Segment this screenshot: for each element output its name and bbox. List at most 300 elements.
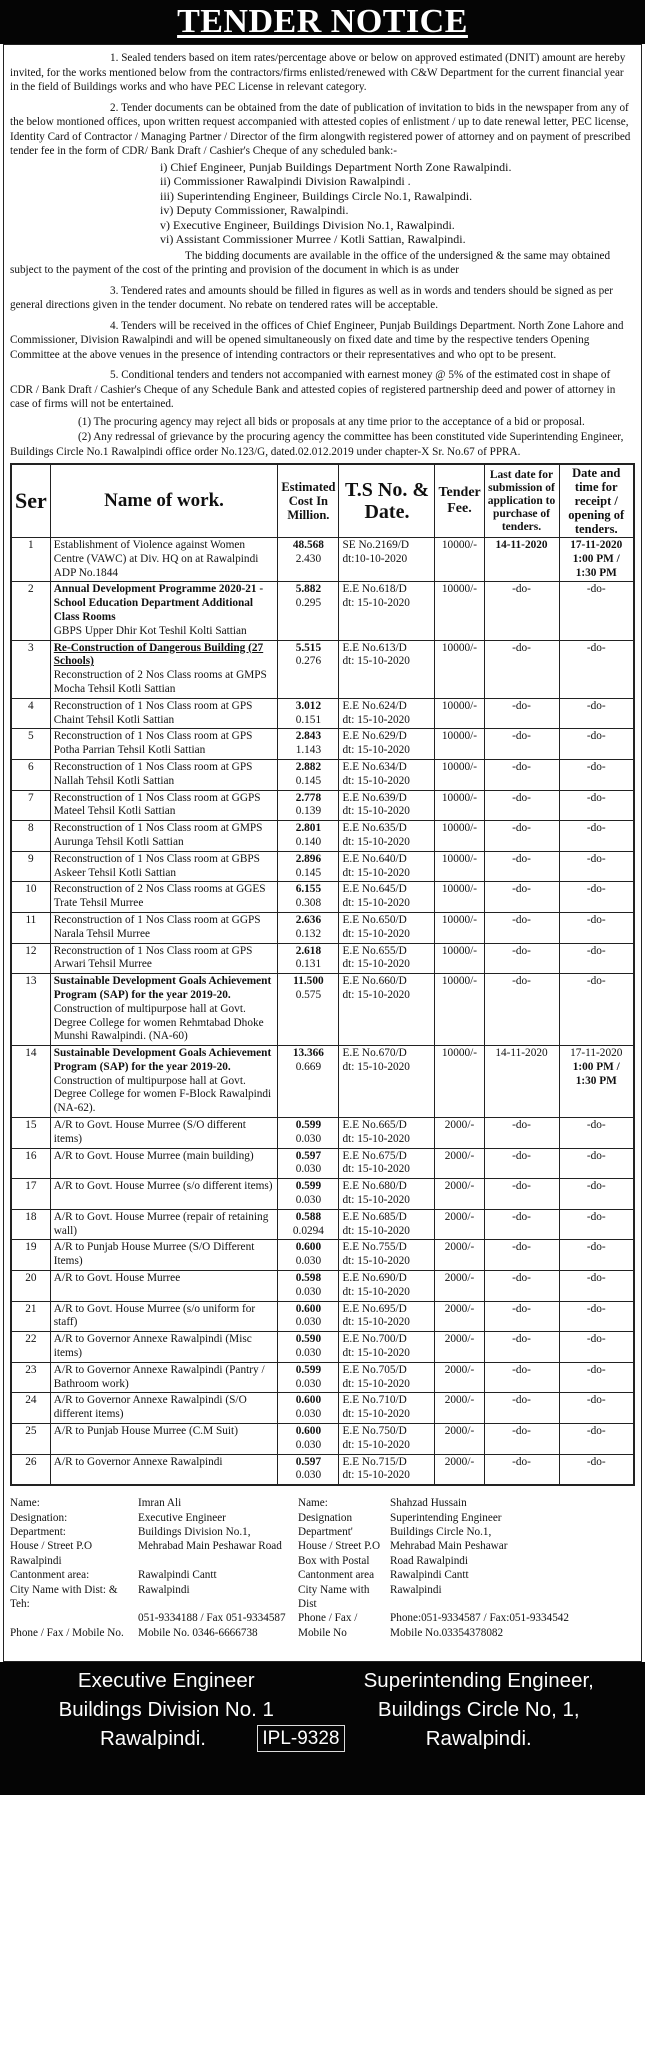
earnest-money-value: 0.030 xyxy=(295,1377,322,1390)
cell-last-date: -do- xyxy=(484,698,559,729)
earnest-money-value: 0.308 xyxy=(295,897,322,910)
earnest-money-value: 0.030 xyxy=(295,1408,322,1421)
cell-last-date: -do- xyxy=(484,1362,559,1393)
note-1 xyxy=(10,415,635,430)
cell-name-of-work xyxy=(50,790,278,821)
cell-last-date: -do- xyxy=(484,943,559,974)
contact-label: Box with Postal xyxy=(298,1554,370,1567)
office-item: ii) Commissioner Rawalpindi Division Rawalpindi . xyxy=(160,174,411,188)
ts-date: dt: 15-10-2020 xyxy=(342,713,410,726)
cell-estimated-cost xyxy=(278,538,339,582)
earnest-money-value: 0.030 xyxy=(295,1347,322,1360)
cell-opening-date: -do- xyxy=(559,882,634,913)
table-row xyxy=(11,1148,634,1179)
cell-ser: 17 xyxy=(11,1179,50,1210)
earnest-money-value: 0.145 xyxy=(295,774,322,787)
signature-line: Buildings Division No. 1 xyxy=(58,1697,274,1721)
work-description-line: Reconstruction of 1 Nos Class room at GBPS Askeer Tehsil Kotli Sattian xyxy=(53,852,260,879)
contact-value: Buildings Circle No.1, xyxy=(390,1526,492,1539)
table-row xyxy=(11,1424,634,1455)
cell-ts-no-date xyxy=(339,1271,435,1302)
paragraph-2 xyxy=(10,101,635,159)
earnest-money-value: 0.145 xyxy=(295,866,322,879)
cell-tender-fee: 2000/- xyxy=(435,1424,484,1455)
ts-number: E.E No.675/D xyxy=(342,1149,407,1162)
cell-last-date: -do- xyxy=(484,821,559,852)
cell-name-of-work xyxy=(50,1271,278,1302)
cell-name-of-work xyxy=(50,1393,278,1424)
cell-opening-date: -do- xyxy=(559,1118,634,1149)
cell-name-of-work xyxy=(50,729,278,760)
cell-opening-date: -do- xyxy=(559,640,634,698)
cell-name-of-work xyxy=(50,640,278,698)
office-item: i) Chief Engineer, Punjab Buildings Department North Zone Rawalpindi. xyxy=(160,159,512,174)
estimated-cost-value: 5.515 xyxy=(295,641,322,654)
cell-estimated-cost xyxy=(278,851,339,882)
estimated-cost-value: 0.590 xyxy=(295,1333,322,1346)
cell-last-date: -do- xyxy=(484,1424,559,1455)
header-ts-no-date: T.S No. & Date. xyxy=(339,464,435,538)
cell-name-of-work xyxy=(50,1301,278,1332)
cell-estimated-cost xyxy=(278,1148,339,1179)
cell-tender-fee: 10000/- xyxy=(435,538,484,582)
estimated-cost-value: 2.882 xyxy=(295,760,322,773)
table-row xyxy=(11,851,634,882)
ts-number: E.E No.645/D xyxy=(342,883,407,896)
office-item: iii) Superintending Engineer, Buildings Circle No.1, Rawalpindi. xyxy=(160,188,473,203)
cell-tender-fee: 2000/- xyxy=(435,1209,484,1240)
earnest-money-value: 0.575 xyxy=(295,988,322,1001)
work-description-line: Construction of multipurpose hall at Govt. Degree College for women F-Block Rawalpindi (NA-62). xyxy=(53,1074,272,1115)
ts-date: dt: 15-10-2020 xyxy=(342,1132,410,1145)
cell-opening-date: -do- xyxy=(559,1209,634,1240)
page-title: TENDER NOTICE xyxy=(177,3,468,40)
cell-tender-fee: 2000/- xyxy=(435,1454,484,1485)
cell-ts-no-date xyxy=(339,974,435,1046)
ts-number: E.E No.624/D xyxy=(342,699,407,712)
cell-tender-fee: 10000/- xyxy=(435,851,484,882)
table-row xyxy=(11,1362,634,1393)
earnest-money-value: 0.030 xyxy=(295,1255,322,1268)
estimated-cost-value: 3.012 xyxy=(295,699,322,712)
earnest-money-value: 0.669 xyxy=(295,1060,322,1073)
contact-label xyxy=(10,1640,138,1654)
cell-ser: 21 xyxy=(11,1301,50,1332)
signature-last-line xyxy=(10,1724,340,1753)
contact-value xyxy=(390,1597,635,1611)
cell-ts-no-date xyxy=(339,1332,435,1363)
estimated-cost-value: 0.599 xyxy=(295,1363,322,1376)
contact-right-values xyxy=(390,1496,635,1654)
cell-opening-date: -do- xyxy=(559,1454,634,1485)
ts-number: E.E No.665/D xyxy=(342,1119,407,1132)
cell-opening-date xyxy=(559,1046,634,1118)
cell-estimated-cost xyxy=(278,821,339,852)
contact-value: Rawalpindi Cantt xyxy=(138,1569,217,1582)
ts-date: dt: 15-10-2020 xyxy=(342,1285,410,1298)
cell-estimated-cost xyxy=(278,1393,339,1424)
cell-ts-no-date xyxy=(339,943,435,974)
cell-name-of-work xyxy=(50,1046,278,1118)
table-row xyxy=(11,1046,634,1118)
contact-value: Shahzad Hussain xyxy=(390,1497,467,1510)
cell-ts-no-date xyxy=(339,1148,435,1179)
cell-tender-fee: 2000/- xyxy=(435,1393,484,1424)
cell-last-date: 14-11-2020 xyxy=(484,538,559,582)
table-row xyxy=(11,821,634,852)
table-row xyxy=(11,1301,634,1332)
cell-ser: 26 xyxy=(11,1454,50,1485)
estimated-cost-value: 2.636 xyxy=(295,913,322,926)
earnest-money-value: 0.030 xyxy=(295,1285,322,1298)
ts-number: E.E No.618/D xyxy=(342,583,407,596)
ts-date: dt: 15-10-2020 xyxy=(342,1316,410,1329)
cell-opening-date: -do- xyxy=(559,1301,634,1332)
cell-ser: 4 xyxy=(11,698,50,729)
contact-label: Department' xyxy=(298,1526,353,1539)
cell-opening-date: -do- xyxy=(559,851,634,882)
cell-ser: 7 xyxy=(11,790,50,821)
ts-date: dt: 15-10-2020 xyxy=(342,805,410,818)
cell-ts-no-date xyxy=(339,1393,435,1424)
ts-date: dt: 15-10-2020 xyxy=(342,835,410,848)
works-table xyxy=(10,463,635,1486)
cell-ts-no-date xyxy=(339,538,435,582)
earnest-money-value: 0.151 xyxy=(295,713,322,726)
cell-opening-date: -do- xyxy=(559,1393,634,1424)
cell-last-date: -do- xyxy=(484,1332,559,1363)
cell-ts-no-date xyxy=(339,790,435,821)
contact-value: Imran Ali xyxy=(138,1497,182,1510)
table-body xyxy=(11,538,634,1486)
cell-last-date: -do- xyxy=(484,1179,559,1210)
cell-opening-date: -do- xyxy=(559,729,634,760)
paragraph-3 xyxy=(10,284,635,313)
cell-opening-date: -do- xyxy=(559,943,634,974)
cell-name-of-work xyxy=(50,1209,278,1240)
cell-opening-date: -do- xyxy=(559,974,634,1046)
cell-ser: 2 xyxy=(11,582,50,640)
cell-opening-date: -do- xyxy=(559,912,634,943)
table-row xyxy=(11,1118,634,1149)
contact-value: Mehrabad Main Peshawar xyxy=(390,1540,508,1553)
work-description-line: Reconstruction of 2 Nos Class rooms at GGES Trate Tehsil Murree xyxy=(53,883,266,910)
table-row xyxy=(11,1240,634,1271)
cell-ts-no-date xyxy=(339,1046,435,1118)
cell-estimated-cost xyxy=(278,1454,339,1485)
cell-tender-fee: 2000/- xyxy=(435,1148,484,1179)
cell-estimated-cost xyxy=(278,698,339,729)
cell-ser: 24 xyxy=(11,1393,50,1424)
ts-number: E.E No.705/D xyxy=(342,1363,407,1376)
work-description-line: Reconstruction of 1 Nos Class room at GMPS Aurunga Tehsil Kotli Sattian xyxy=(53,822,263,848)
cell-name-of-work xyxy=(50,912,278,943)
earnest-money-value: 0.030 xyxy=(295,1438,322,1451)
cell-ts-no-date xyxy=(339,1362,435,1393)
cell-ser: 14 xyxy=(11,1046,50,1118)
cell-estimated-cost xyxy=(278,640,339,698)
bidding-documents-note xyxy=(10,249,635,278)
cell-ser: 8 xyxy=(11,821,50,852)
ts-date: dt: 15-10-2020 xyxy=(342,1255,410,1268)
ts-number: E.E No.660/D xyxy=(342,975,407,988)
paragraph-1 xyxy=(10,51,635,95)
contact-label: Name: xyxy=(10,1497,40,1510)
work-description-line: Reconstruction of 1 Nos Class room at GGPS Narala Tehsil Murree xyxy=(53,913,261,940)
cell-tender-fee: 10000/- xyxy=(435,882,484,913)
cell-ser: 23 xyxy=(11,1362,50,1393)
cell-tender-fee: 10000/- xyxy=(435,729,484,760)
cell-last-date: -do- xyxy=(484,1148,559,1179)
contact-value: Buildings Division No.1, xyxy=(138,1526,251,1539)
work-description-line: Reconstruction of 1 Nos Class room at GPS Arwari Tehsil Murree xyxy=(53,944,253,971)
cell-ser: 16 xyxy=(11,1148,50,1179)
cell-last-date: -do- xyxy=(484,1454,559,1485)
cell-tender-fee: 10000/- xyxy=(435,582,484,640)
estimated-cost-value: 0.600 xyxy=(295,1302,322,1315)
cell-estimated-cost xyxy=(278,1332,339,1363)
table-row xyxy=(11,1393,634,1424)
cell-opening-date: -do- xyxy=(559,821,634,852)
work-description-line: Reconstruction of 1 Nos Class room at GGPS Mateel Tehsil Kotli Sattian xyxy=(53,791,261,818)
cell-last-date: -do- xyxy=(484,882,559,913)
cell-tender-fee: 10000/- xyxy=(435,974,484,1046)
table-row xyxy=(11,1454,634,1485)
cell-name-of-work xyxy=(50,943,278,974)
contact-right-labels xyxy=(298,1496,390,1654)
estimated-cost-value: 0.598 xyxy=(295,1272,322,1285)
opening-time: 1:00 PM / 1:30 PM xyxy=(572,1060,620,1087)
earnest-money-value: 0.030 xyxy=(295,1316,322,1329)
earnest-money-value: 1.143 xyxy=(295,744,322,757)
cell-tender-fee: 10000/- xyxy=(435,821,484,852)
cell-name-of-work xyxy=(50,1148,278,1179)
cell-tender-fee: 2000/- xyxy=(435,1362,484,1393)
table-row xyxy=(11,729,634,760)
ts-number: E.E No.695/D xyxy=(342,1302,407,1315)
earnest-money-value: 0.030 xyxy=(295,1469,322,1482)
cell-last-date: -do- xyxy=(484,1118,559,1149)
ts-number: E.E No.715/D xyxy=(342,1455,407,1468)
cell-opening-date: -do- xyxy=(559,1271,634,1302)
cell-name-of-work xyxy=(50,1179,278,1210)
ts-date: dt: 15-10-2020 xyxy=(342,1194,410,1207)
cell-estimated-cost xyxy=(278,912,339,943)
cell-name-of-work xyxy=(50,1240,278,1271)
estimated-cost-value: 2.778 xyxy=(295,791,322,804)
ts-number: E.E No.655/D xyxy=(342,944,407,957)
table-row xyxy=(11,759,634,790)
work-description-line: Annual Development Programme 2020-21 -School Education Department Additional Class Rooms xyxy=(53,583,264,623)
table-row xyxy=(11,882,634,913)
cell-ser: 9 xyxy=(11,851,50,882)
table-row xyxy=(11,943,634,974)
cell-estimated-cost xyxy=(278,1424,339,1455)
header-opening-date: Date and time for receipt / opening of tenders. xyxy=(559,464,634,538)
cell-ser: 6 xyxy=(11,759,50,790)
cell-name-of-work xyxy=(50,882,278,913)
cell-estimated-cost xyxy=(278,974,339,1046)
cell-ser: 20 xyxy=(11,1271,50,1302)
ts-number: SE No.2169/D xyxy=(342,539,410,551)
estimated-cost-value: 0.599 xyxy=(295,1180,322,1193)
cell-ts-no-date xyxy=(339,582,435,640)
cell-name-of-work xyxy=(50,851,278,882)
signature-line: Executive Engineer xyxy=(77,1668,255,1692)
cell-last-date: -do- xyxy=(484,1271,559,1302)
cell-estimated-cost xyxy=(278,1118,339,1149)
table-row xyxy=(11,790,634,821)
paragraph-5 xyxy=(10,368,635,412)
office-item: vi) Assistant Commissioner Murree / Kotli Sattian, Rawalpindi. xyxy=(160,232,466,246)
office-item: iv) Deputy Commissioner, Rawalpindi. xyxy=(160,203,349,217)
estimated-cost-value: 0.597 xyxy=(295,1149,322,1162)
signature-line: Rawalpindi. xyxy=(100,1726,206,1750)
estimated-cost-value: 2.801 xyxy=(295,822,322,835)
cell-name-of-work xyxy=(50,821,278,852)
contact-label: Name: xyxy=(298,1497,328,1510)
contact-value: Mobile No. 0346-6666738 xyxy=(138,1626,258,1639)
cell-ser: 18 xyxy=(11,1209,50,1240)
ts-number: E.E No.685/D xyxy=(342,1210,407,1223)
table-row xyxy=(11,1271,634,1302)
title-banner xyxy=(0,0,645,44)
ts-date: dt: 15-10-2020 xyxy=(342,927,410,940)
contact-label: Department: xyxy=(10,1526,66,1539)
paragraph-3-text: 3. Tendered rates and amounts should be filled in figures as well as in words and tenders should be signed as per general directions given in the tender document. No rebate on tendered rates will be acceptable. xyxy=(10,284,613,311)
work-description-line: Reconstruction of 1 Nos Class room at GPS Chaint Tehsil Kotli Sattian xyxy=(53,699,253,726)
ts-date: dt: 15-10-2020 xyxy=(342,1347,410,1360)
cell-ts-no-date xyxy=(339,1179,435,1210)
ts-date: dt: 15-10-2020 xyxy=(342,897,410,910)
cell-opening-date: -do- xyxy=(559,1148,634,1179)
ts-date: dt: 15-10-2020 xyxy=(342,1060,410,1073)
cell-estimated-cost xyxy=(278,790,339,821)
ts-date: dt: 15-10-2020 xyxy=(342,597,410,610)
work-description-line: Reconstruction of 1 Nos Class room at GPS Potha Parrian Tehsil Kotli Sattian xyxy=(53,730,253,757)
work-description-line: A/R to Govt. House Murree (main building) xyxy=(53,1149,254,1162)
signature-line: Superintending Engineer, xyxy=(363,1668,594,1692)
work-description-line: A/R to Govt. House Murree (S/O different items) xyxy=(53,1119,246,1145)
cell-estimated-cost xyxy=(278,1271,339,1302)
earnest-money-value: 0.276 xyxy=(295,655,322,668)
cell-ser: 13 xyxy=(11,974,50,1046)
earnest-money-value: 0.030 xyxy=(295,1132,322,1145)
table-header-row xyxy=(11,464,634,538)
work-description-line: Sustainable Development Goals Achievement Program (SAP) for the year 2019-20. xyxy=(53,1047,272,1073)
contact-left-values xyxy=(138,1496,298,1654)
estimated-cost-value: 0.599 xyxy=(295,1119,322,1132)
contact-label: Rawalpindi xyxy=(10,1554,62,1567)
estimated-cost-value: 13.366 xyxy=(292,1047,324,1060)
cell-last-date: -do- xyxy=(484,729,559,760)
ts-date: dt: 15-10-2020 xyxy=(342,988,410,1001)
cell-name-of-work xyxy=(50,1424,278,1455)
work-description-line: Establishment of Violence against Women Centre (VAWC) at Div. HQ on at Rawalpindi ADP No.1844 xyxy=(53,539,259,579)
cell-ts-no-date xyxy=(339,851,435,882)
cell-ts-no-date xyxy=(339,729,435,760)
work-description-line: A/R to Governor Annexe Rawalpindi (Misc items) xyxy=(53,1333,252,1360)
estimated-cost-value: 0.600 xyxy=(295,1394,322,1407)
ts-date: dt: 15-10-2020 xyxy=(342,744,410,757)
contact-label: Mobile No xyxy=(298,1626,347,1639)
signature-line: Rawalpindi. xyxy=(425,1726,532,1750)
contact-label: House / Street P.O xyxy=(10,1540,93,1553)
ts-date: dt: 15-10-2020 xyxy=(342,1469,410,1482)
cell-name-of-work xyxy=(50,759,278,790)
work-description-line: Construction of multipurpose hall at Govt. Degree College for women Rehmtabad Dhoke Munshi Rawalpindi. (NA-60) xyxy=(53,1002,264,1043)
estimated-cost-value: 11.500 xyxy=(293,975,324,988)
cell-tender-fee: 2000/- xyxy=(435,1179,484,1210)
work-description-line: A/R to Punjab House Murree (S/O Different Items) xyxy=(53,1241,255,1268)
work-description-line: Sustainable Development Goals Achievement Program (SAP) for the year 2019-20. xyxy=(53,975,272,1001)
ts-date: dt: 15-10-2020 xyxy=(342,958,410,971)
contact-value: Phone:051-9334587 / Fax:051-9334542 xyxy=(390,1612,569,1625)
cell-tender-fee: 10000/- xyxy=(435,759,484,790)
contact-label: House / Street P.O xyxy=(298,1540,381,1553)
header-tender-fee: Tender Fee. xyxy=(435,464,484,538)
cell-ts-no-date xyxy=(339,1209,435,1240)
cell-last-date: -do- xyxy=(484,640,559,698)
table-row xyxy=(11,538,634,582)
table-row xyxy=(11,698,634,729)
cell-last-date: -do- xyxy=(484,1240,559,1271)
work-description-line: A/R to Govt. House Murree (repair of retaining wall) xyxy=(53,1210,269,1237)
signature-banner xyxy=(0,1662,645,1795)
office-list xyxy=(10,160,635,247)
table-row xyxy=(11,974,634,1046)
work-description-line: GBPS Upper Dhir Kot Teshil Kolti Sattian xyxy=(53,624,247,637)
work-description-line: Reconstruction of 1 Nos Class room at GPS Nallah Tehsil Kotli Sattian xyxy=(53,760,253,787)
cell-name-of-work xyxy=(50,1118,278,1149)
contact-left-labels xyxy=(10,1496,138,1654)
opening-date: 17-11-2020 xyxy=(570,1047,623,1060)
cell-opening-date: -do- xyxy=(559,1424,634,1455)
contact-value: Rawalpindi xyxy=(390,1583,442,1596)
contact-value: Mobile No.03354378082 xyxy=(390,1626,504,1639)
contact-value xyxy=(138,1554,298,1568)
ts-number: E.E No.755/D xyxy=(342,1241,407,1254)
cell-estimated-cost xyxy=(278,1046,339,1118)
earnest-money-value: 0.030 xyxy=(295,1194,322,1207)
contact-label: Dist xyxy=(298,1598,317,1611)
work-description-line: A/R to Governor Annexe Rawalpindi xyxy=(53,1455,223,1468)
cell-estimated-cost xyxy=(278,1179,339,1210)
cell-last-date: 14-11-2020 xyxy=(484,1046,559,1118)
contact-label: City Name with xyxy=(298,1583,370,1596)
contact-value: Executive Engineer xyxy=(138,1511,226,1524)
work-description-line: Reconstruction of 2 Nos Class rooms at GMPS Mocha Tehsil Kotli Sattian xyxy=(53,669,267,695)
work-description-line: Re-Construction of Dangerous Building (27 Schools) xyxy=(53,641,264,668)
office-item: v) Executive Engineer, Buildings Division No.1, Rawalpindi. xyxy=(160,217,455,232)
notice-body xyxy=(3,44,642,1662)
cell-last-date: -do- xyxy=(484,851,559,882)
paragraph-4-text: 4. Tenders will be received in the offices of Chief Engineer, Punjab Buildings Department. North Zone Lahore and Commissioner, Division Rawalpindi and will be opened simultaneously on fixed date and time by the respective tenders Opening Committee at the above venues in the presence of intending contractors or their representatives and who opt to be present. xyxy=(10,319,624,361)
cell-last-date: -do- xyxy=(484,582,559,640)
table-row xyxy=(11,582,634,640)
estimated-cost-value: 0.588 xyxy=(295,1210,322,1223)
cell-ser: 25 xyxy=(11,1424,50,1455)
work-description-line: A/R to Punjab House Murree (C.M Suit) xyxy=(53,1425,238,1438)
cell-tender-fee: 2000/- xyxy=(435,1271,484,1302)
cell-tender-fee: 2000/- xyxy=(435,1240,484,1271)
ts-date: dt: 15-10-2020 xyxy=(342,866,410,879)
note-2-text: (2) Any redressal of grievance by the procuring agency the committee has been constituted vide Superintending Engineer, Buildings Circle No.1 Rawalpindi office order No.123/G, dated.02.012.2019 under chapter-X Sr. No.67 of PPRA. xyxy=(10,431,624,458)
earnest-money-value: 0.139 xyxy=(295,805,322,818)
cell-estimated-cost xyxy=(278,882,339,913)
cell-tender-fee: 10000/- xyxy=(435,790,484,821)
cell-opening-date: -do- xyxy=(559,1362,634,1393)
